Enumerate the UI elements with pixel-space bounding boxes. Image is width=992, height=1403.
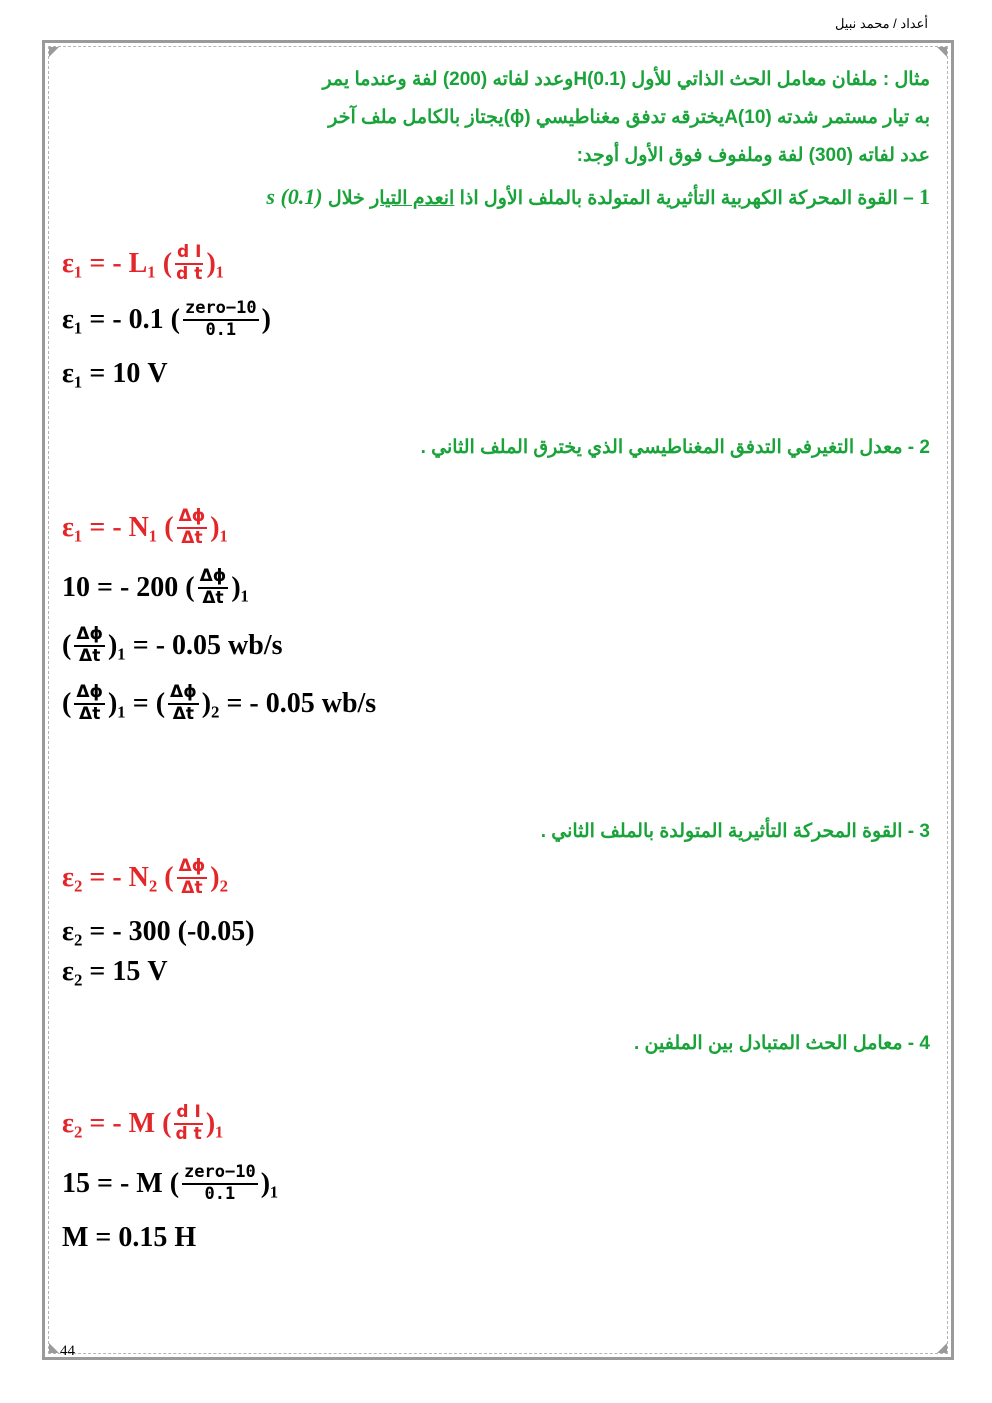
- eq-lhs: (: [62, 629, 72, 661]
- solution-1-eq-1: [62, 244, 224, 284]
- question-1: [266, 184, 930, 210]
- problem-line-1: مثال : ملفان معامل الحث الذاتي للأول H(0.1)وعدد لفاته (200) لفة وعندما يمر: [322, 69, 930, 90]
- fraction: [168, 684, 199, 724]
- frame-corner: [49, 47, 59, 57]
- eq-lhs: ε₂ = - N₂ (: [62, 861, 174, 893]
- fraction-denominator: Δt: [79, 703, 101, 724]
- fraction-denominator: Δt: [79, 645, 101, 666]
- fraction-denominator: Δt: [181, 527, 203, 548]
- problem-line-3: عدد لفاته (300) لفة وملفوف فوق الأول أوجد:: [576, 145, 930, 166]
- fraction-numerator: Δϕ: [168, 684, 199, 705]
- question-3: 3 - القوة المحركة التأثيرية المتولدة بالملف الثاني .: [540, 821, 930, 842]
- eq-rhs: )₂ = - 0.05 wb/s: [201, 687, 377, 719]
- problem-line-2: به تيار مستمر شدته A(10)يخترقه تدفق مغناطيسي (ϕ)يجتاز بالكامل ملف آخر: [328, 107, 930, 128]
- eq-lhs: 10 = - 200 (: [62, 571, 195, 603]
- eq-lhs: (: [62, 687, 72, 719]
- eq-lhs: ε₂ = - M (: [62, 1107, 172, 1139]
- fraction-numerator: d I: [175, 244, 203, 265]
- question-1-number: 1: [919, 184, 930, 209]
- fraction: [182, 1164, 258, 1204]
- solution-4-eq-3: M = 0.15 H: [62, 1222, 197, 1253]
- fraction: [174, 1104, 202, 1144]
- eq-rhs: ): [261, 303, 271, 335]
- solution-2-eq-1: [62, 508, 228, 548]
- eq-lhs: ε₁ = - 0.1 (: [62, 303, 180, 335]
- eq-rhs: )₁: [206, 247, 225, 279]
- page-number: 44: [60, 1343, 75, 1359]
- fraction-numerator: Δϕ: [177, 508, 208, 529]
- frame-corner: [49, 1343, 59, 1353]
- question-1-time: s (0.1): [266, 184, 323, 209]
- fraction-denominator: 0.1: [204, 1183, 236, 1204]
- frame-corner: [937, 1343, 947, 1353]
- eq-rhs: )₁: [205, 1107, 224, 1139]
- fraction-numerator: Δϕ: [198, 568, 229, 589]
- eq-rhs: )₁ = - 0.05 wb/s: [108, 629, 283, 661]
- solution-1-eq-2: [62, 300, 271, 340]
- solution-3-eq-1: [62, 858, 228, 898]
- fraction-numerator: zero−10: [183, 300, 259, 321]
- solution-1-eq-3: ε₁ = 10 V: [62, 358, 168, 389]
- solution-4-eq-2: [62, 1164, 278, 1204]
- eq-lhs: 15 = - M (: [62, 1167, 180, 1199]
- fraction-numerator: Δϕ: [74, 684, 105, 705]
- fraction: [175, 244, 203, 284]
- eq-rhs: )₁: [210, 511, 228, 543]
- eq-rhs: )₁: [231, 571, 250, 603]
- eq-lhs: ε₁ = - L₁ (: [62, 247, 173, 279]
- eq-lhs: ε₁ = - N₁ (: [62, 511, 174, 543]
- eq-mid: )₁ = (: [108, 687, 166, 719]
- fraction: [198, 568, 229, 608]
- question-1-text: – القوة المحركة الكهربية التأثيرية المتولدة بالملف الأول اذا: [454, 188, 914, 209]
- fraction-numerator: Δϕ: [177, 858, 208, 879]
- solution-3-eq-2: ε₂ = - 300 (-0.05): [62, 916, 255, 947]
- solution-4-eq-1: [62, 1104, 224, 1144]
- fraction: [74, 684, 105, 724]
- fraction-denominator: Δt: [181, 877, 203, 898]
- fraction: [74, 626, 105, 666]
- solution-2-eq-3: [62, 626, 283, 666]
- fraction: [183, 300, 259, 340]
- frame-corner: [937, 47, 947, 57]
- eq-rhs: )₁: [260, 1167, 279, 1199]
- question-4: 4 - معامل الحث المتبادل بين الملفين .: [633, 1033, 930, 1054]
- fraction-denominator: Δt: [172, 703, 195, 724]
- fraction-numerator: d I: [174, 1104, 202, 1125]
- question-2: 2 - معدل التغيرفي التدفق المغناطيسي الذي يخترق الملف الثاني .: [420, 437, 930, 458]
- question-1-tail: خلال: [322, 188, 371, 209]
- fraction-numerator: Δϕ: [74, 626, 105, 647]
- fraction-denominator: Δt: [202, 587, 224, 608]
- fraction: [177, 508, 208, 548]
- eq-rhs: )₂: [210, 861, 228, 893]
- fraction-denominator: d t: [175, 1123, 202, 1144]
- author-header: أعداد / محمد نبيل: [834, 16, 928, 31]
- solution-2-eq-2: [62, 568, 249, 608]
- fraction-denominator: 0.1: [205, 319, 237, 340]
- fraction: [177, 858, 208, 898]
- fraction-numerator: zero−10: [182, 1164, 258, 1185]
- question-1-underlined: انعدم التيار: [370, 188, 455, 209]
- fraction-denominator: d t: [176, 263, 203, 284]
- solution-2-eq-4: [62, 684, 376, 724]
- solution-3-eq-3: ε₂ = 15 V: [62, 956, 168, 987]
